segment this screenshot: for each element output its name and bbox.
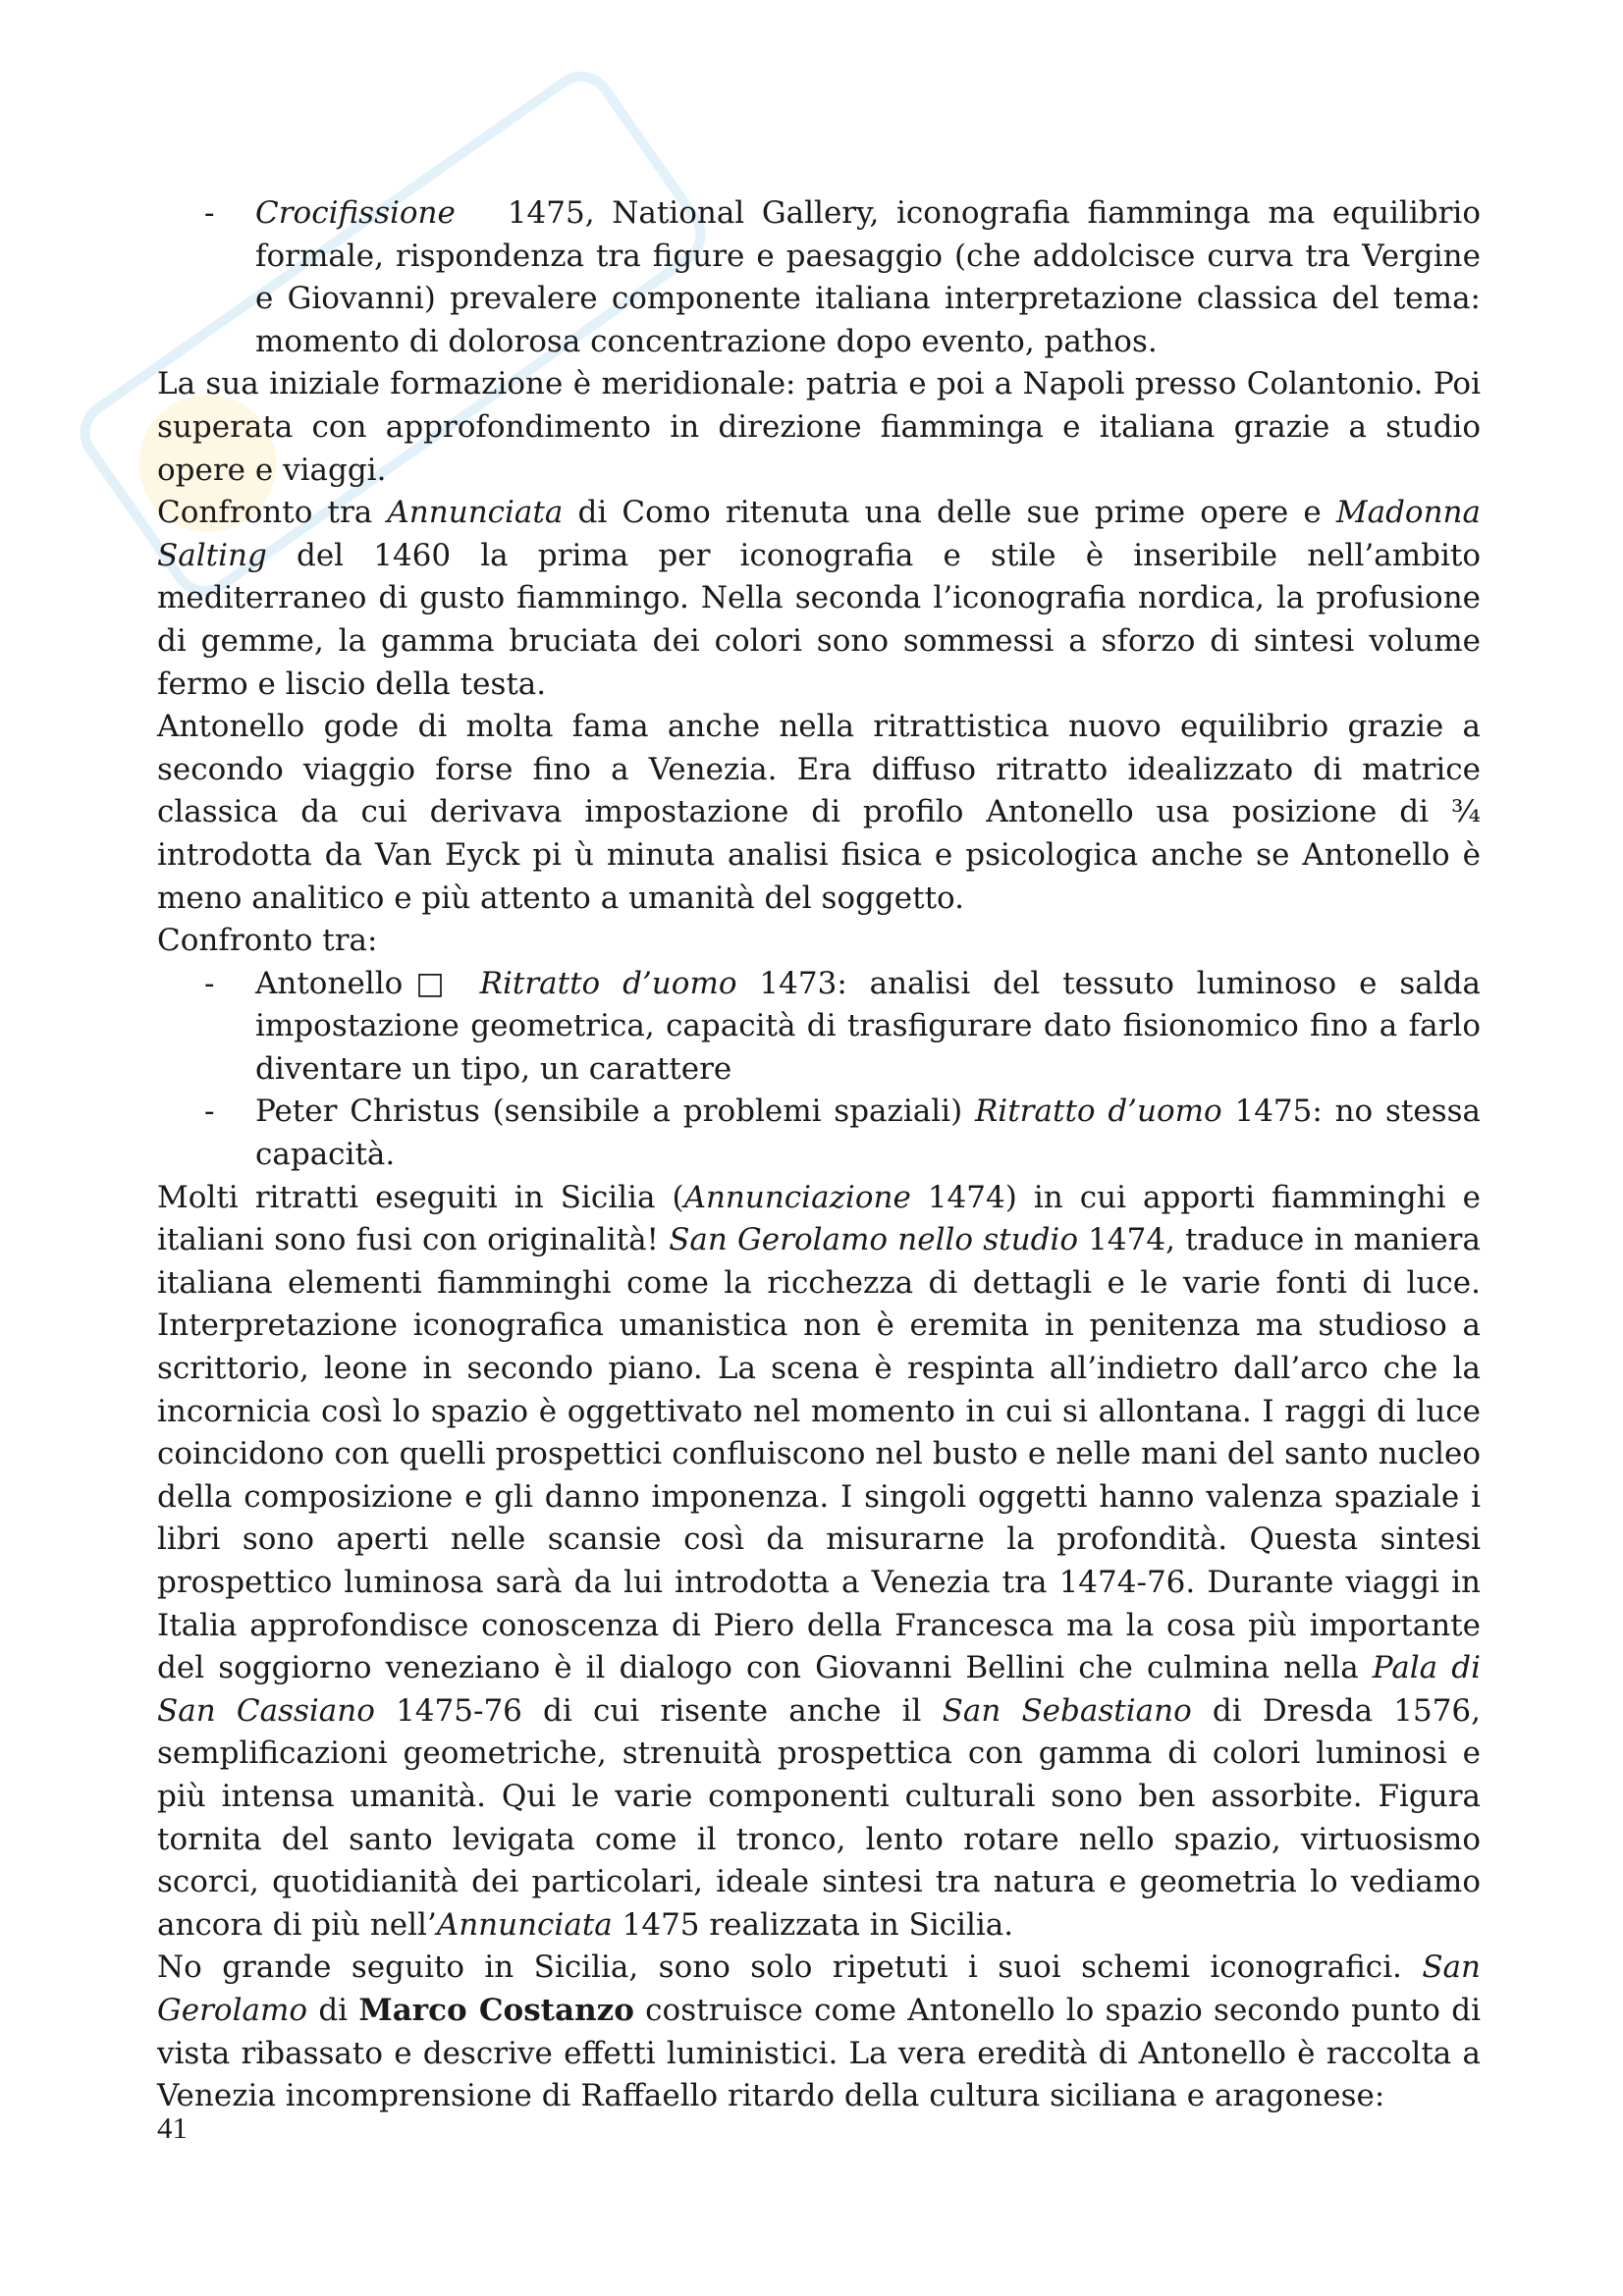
artwork-title: San Gerolamo (157, 1949, 1481, 2028)
text: No grande seguito in Sicilia, sono solo ripetuti i suoi schemi iconografici. (157, 1949, 1423, 1986)
bullet-item-antonello: - Antonello□ Ritratto d’uomo 1473: analisi del tessuto luminoso e salda impostazione geometrica, capacità di trasfigurare dato fisionomico fino a farlo diventare un tipo, un carattere (157, 963, 1481, 1092)
text: Antonello (255, 965, 404, 1001)
bullet-dash: - (204, 195, 215, 231)
artwork-title: Annunciata (436, 1906, 613, 1943)
paragraph-ritrattistica: Antonello gode di molta fama anche nella ritrattistica nuovo equilibrio grazie a secondo viaggio forse fino a Venezia. Era diffuso ritratto idealizzato di matrice classica da cui derivava impostazione di profilo Antonello usa posizione di ¾ introdotta da Van Eyck pi ù minuta analisi fisica e psicologica anche se Antonello è meno analitico e più attento a umanità del soggetto. (157, 709, 1481, 916)
artwork-title: Ritratto d’uomo (974, 1094, 1222, 1130)
bullet-item-crocifissione (157, 192, 1481, 363)
text: di (307, 1992, 359, 2028)
bullet-text: 1475, National Gallery, iconografia fiamminga ma equilibrio (507, 195, 1481, 231)
paragraph-confronto-annunciata (157, 492, 1481, 706)
text: 1474) in cui apporti fiamminghi e italiani sono fusi con originalità! (157, 1179, 1481, 1258)
page-number: 41 (157, 2110, 188, 2145)
artwork-title: Annunciazione (683, 1179, 911, 1215)
bullet-text-cont: formale, rispondenza tra figure e paesaggio (che addolcisce curva tra Vergine e Giovanni) prevalere componente italiana interpretazione classica del tema: momento di dolorosa concentrazione dopo evento, pathos. (255, 238, 1481, 359)
artwork-title: Ritratto d’uomo (479, 965, 737, 1001)
paragraph-sicilia (157, 1177, 1481, 1948)
text: del 1460 la prima per iconografia e stile è inseribile nell’ambito mediterraneo di gusto fiammingo. Nella seconda l’iconografia nordica, la profusione di gemme, la gamma bruciata dei colori sono sommessi a sforzo di sintesi volume fermo e liscio della testa. (157, 537, 1481, 702)
bullet-item-christus (157, 1091, 1481, 1176)
text: Peter Christus (sensibile a problemi spaziali) (255, 1094, 975, 1130)
text: costruisce come Antonello lo spazio secondo punto di vista ribassato e descrive effetti luministici. La vera eredità di Antonello è raccolta a Venezia incomprensione di Raffaello ritardo della cultura siciliana e aragonese: (157, 1992, 1481, 2114)
paragraph-formazione: La sua iniziale formazione è meridionale: patria e poi a Napoli presso Colantonio. Poi superata con approfondimento in direzione fiamminga e italiana grazie a studio opere e viaggi. (157, 366, 1481, 488)
text: 1474, traduce in maniera italiana elementi fiamminghi come la ricchezza di dettagli e le varie fonti di luce. Interpretazione iconografica umanistica non è eremita in penitenza ma studioso a scrittorio, leone in secondo piano. La scena è respinta all’indietro dall’arco che la incornicia così lo spazio è oggettivato nel momento in cui si allontana. I raggi di luce coincidono con quelli prospettici confluiscono nel busto e nelle mani del santo nucleo della composizione e gli danno imponenza. I singoli oggetti hanno valenza spaziale i libri sono aperti nelle scansie così da misurarne la profondità. Questa sintesi prospettico luminosa sarà da lui introdotta a Venezia tra 1474-76. Durante viaggi in Italia approfondisce conoscenza di Piero della Francesca ma la cosa più importante del soggiorno veneziano è il dialogo con Giovanni Bellini che culmina nella (157, 1222, 1481, 1686)
bullet-dash: - (204, 1094, 215, 1130)
text: di Como ritenuta una delle sue prime opere e (563, 495, 1336, 531)
artwork-title: San Sebastiano (942, 1692, 1192, 1729)
artist-name: Marco Costanzo (358, 1992, 634, 2028)
artwork-title: Madonna Salting (157, 495, 1482, 573)
artwork-title: San Gerolamo nello studio (669, 1222, 1078, 1258)
text: 1475 realizzata in Sicilia. (612, 1906, 1014, 1943)
paragraph-confronto-tra: Confronto tra: (157, 923, 378, 959)
text: Molti ritratti eseguiti in Sicilia ( (157, 1179, 684, 1215)
paragraph-eredita (157, 1947, 1481, 2117)
artwork-title: Pala di San Cassiano (157, 1650, 1481, 1729)
artwork-title: Crocifissione (255, 195, 456, 231)
text: 1475-76 di cui risente anche il (374, 1692, 943, 1729)
text: 1473: analisi del tessuto luminoso e salda impostazione geometrica, capacità di trasfigurare dato fisionomico fino a farlo diventare un tipo, un carattere (255, 965, 1481, 1087)
bullet-dash: - (204, 965, 215, 1001)
text: 1475: no stessa capacità. (255, 1094, 1481, 1173)
artwork-title: Annunciata (387, 495, 564, 531)
document-body (157, 192, 1481, 2118)
text: Confronto tra (157, 495, 388, 531)
text: di Dresda 1576, semplificazioni geometriche, strenuità prospettica con gamma di colori luminosi e più intensa umanità. Qui le varie componenti culturali sono ben assorbite. Figura tornita del santo levigata come il tronco, lento rotare nello spazio, virtuosismo scorci, quotidianità dei particolari, ideale sintesi tra natura e geometria lo vediamo ancora di più nell’ (157, 1692, 1482, 1943)
